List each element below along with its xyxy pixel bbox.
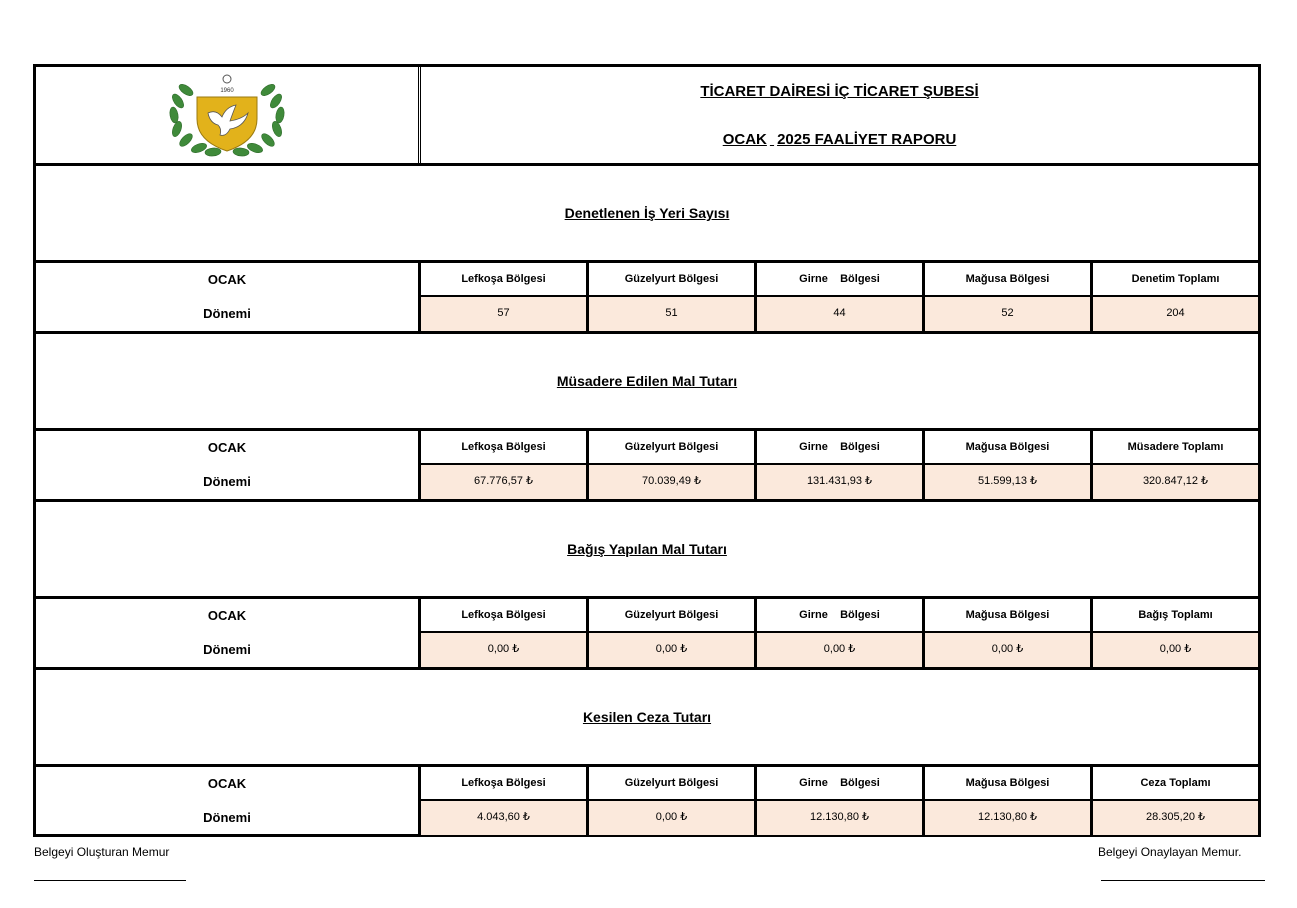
section-grid: [36, 263, 1258, 331]
column-magusa: [925, 599, 1093, 667]
value-cell: 0,00 ₺: [757, 633, 922, 667]
section-donated-goods: [36, 502, 1258, 670]
period-cell: [36, 431, 421, 499]
column-lefkosa: [421, 599, 589, 667]
column-header: Mağusa Bölgesi: [925, 431, 1090, 465]
period-label: Dönemi: [203, 306, 251, 321]
value-cell: 57: [421, 297, 586, 331]
value-cell: 51: [589, 297, 754, 331]
column-total: [1093, 599, 1258, 667]
value-cell: 51.599,13 ₺: [925, 465, 1090, 499]
value-cell: 0,00 ₺: [589, 801, 754, 835]
column-girne: [757, 431, 925, 499]
report-header: [36, 67, 1258, 166]
column-header: Güzelyurt Bölgesi: [589, 263, 754, 297]
logo-cell: [36, 67, 421, 163]
period-cell: [36, 767, 421, 835]
value-cell: 0,00 ₺: [421, 633, 586, 667]
value-cell: 204: [1093, 297, 1258, 331]
section-grid: [36, 767, 1258, 835]
value-cell: 0,00 ₺: [925, 633, 1090, 667]
section-title: Kesilen Ceza Tutarı: [36, 670, 1258, 767]
value-cell: 52: [925, 297, 1090, 331]
column-header: Mağusa Bölgesi: [925, 263, 1090, 297]
report-table: [33, 64, 1261, 837]
creator-label: Belgeyi Oluşturan Memur: [34, 845, 170, 859]
value-cell: 12.130,80 ₺: [757, 801, 922, 835]
column-header: Denetim Toplamı: [1093, 263, 1258, 297]
column-girne: [757, 767, 925, 835]
period-month: OCAK: [207, 776, 247, 791]
column-header: Lefkoşa Bölgesi: [421, 431, 586, 465]
section-grid: [36, 599, 1258, 667]
section-title: Müsadere Edilen Mal Tutarı: [36, 334, 1258, 431]
period-cell: [36, 599, 421, 667]
column-guzelyurt: [589, 599, 757, 667]
column-guzelyurt: [589, 431, 757, 499]
report-year-title: 2025 FAALİYET RAPORU: [777, 131, 957, 148]
value-cell: 0,00 ₺: [589, 633, 754, 667]
column-header: Lefkoşa Bölgesi: [421, 599, 586, 633]
section-title: Bağış Yapılan Mal Tutarı: [36, 502, 1258, 599]
period-label: Dönemi: [203, 810, 251, 825]
column-header: Bağış Toplamı: [1093, 599, 1258, 633]
value-cell: 320.847,12 ₺: [1093, 465, 1258, 499]
column-lefkosa: [421, 767, 589, 835]
column-total: [1093, 263, 1258, 331]
column-lefkosa: [421, 263, 589, 331]
value-cell: 131.431,93 ₺: [757, 465, 922, 499]
column-magusa: [925, 263, 1093, 331]
value-cell: 4.043,60 ₺: [421, 801, 586, 835]
approver-label: Belgeyi Onaylayan Memur.: [1098, 845, 1242, 859]
column-header: Müsadere Toplamı: [1093, 431, 1258, 465]
column-header: Ceza Toplamı: [1093, 767, 1258, 801]
column-magusa: [925, 431, 1093, 499]
value-cell: 44: [757, 297, 922, 331]
column-lefkosa: [421, 431, 589, 499]
column-girne: [757, 263, 925, 331]
period-month: OCAK: [207, 440, 247, 455]
section-fines: [36, 670, 1258, 838]
creator-signature-line: [34, 880, 186, 881]
report-title: [421, 131, 1258, 148]
period-month: OCAK: [207, 272, 247, 287]
column-magusa: [925, 767, 1093, 835]
section-title: Denetlenen İş Yeri Sayısı: [36, 166, 1258, 263]
column-total: [1093, 767, 1258, 835]
value-cell: 0,00 ₺: [1093, 633, 1258, 667]
column-guzelyurt: [589, 767, 757, 835]
approver-signature-line: [1101, 880, 1265, 881]
section-grid: [36, 431, 1258, 499]
column-header: Güzelyurt Bölgesi: [589, 767, 754, 801]
column-header: Girne Bölgesi: [757, 263, 922, 297]
section-confiscated-goods: [36, 334, 1258, 502]
value-cell: 12.130,80 ₺: [925, 801, 1090, 835]
period-label: Dönemi: [203, 642, 251, 657]
period-month: OCAK: [207, 608, 247, 623]
value-cell: 70.039,49 ₺: [589, 465, 754, 499]
column-header: Mağusa Bölgesi: [925, 599, 1090, 633]
department-title: TİCARET DAİRESİ İÇ TİCARET ŞUBESİ: [700, 83, 979, 100]
period-cell: [36, 263, 421, 331]
column-header: Girne Bölgesi: [757, 431, 922, 465]
column-header: Lefkoşa Bölgesi: [421, 767, 586, 801]
value-cell: 67.776,57 ₺: [421, 465, 586, 499]
period-label: Dönemi: [203, 474, 251, 489]
column-header: Girne Bölgesi: [757, 599, 922, 633]
column-guzelyurt: [589, 263, 757, 331]
column-total: [1093, 431, 1258, 499]
report-month: OCAK: [722, 131, 767, 148]
column-header: Güzelyurt Bölgesi: [589, 599, 754, 633]
column-header: Mağusa Bölgesi: [925, 767, 1090, 801]
coat-of-arms-icon: [164, 71, 290, 159]
value-cell: 28.305,20 ₺: [1093, 801, 1258, 835]
svg-text:1960: 1960: [220, 88, 234, 94]
title-cell: [421, 67, 1258, 163]
column-header: Girne Bölgesi: [757, 767, 922, 801]
column-girne: [757, 599, 925, 667]
column-header: Lefkoşa Bölgesi: [421, 263, 586, 297]
column-header: Güzelyurt Bölgesi: [589, 431, 754, 465]
section-inspected-businesses: [36, 166, 1258, 334]
